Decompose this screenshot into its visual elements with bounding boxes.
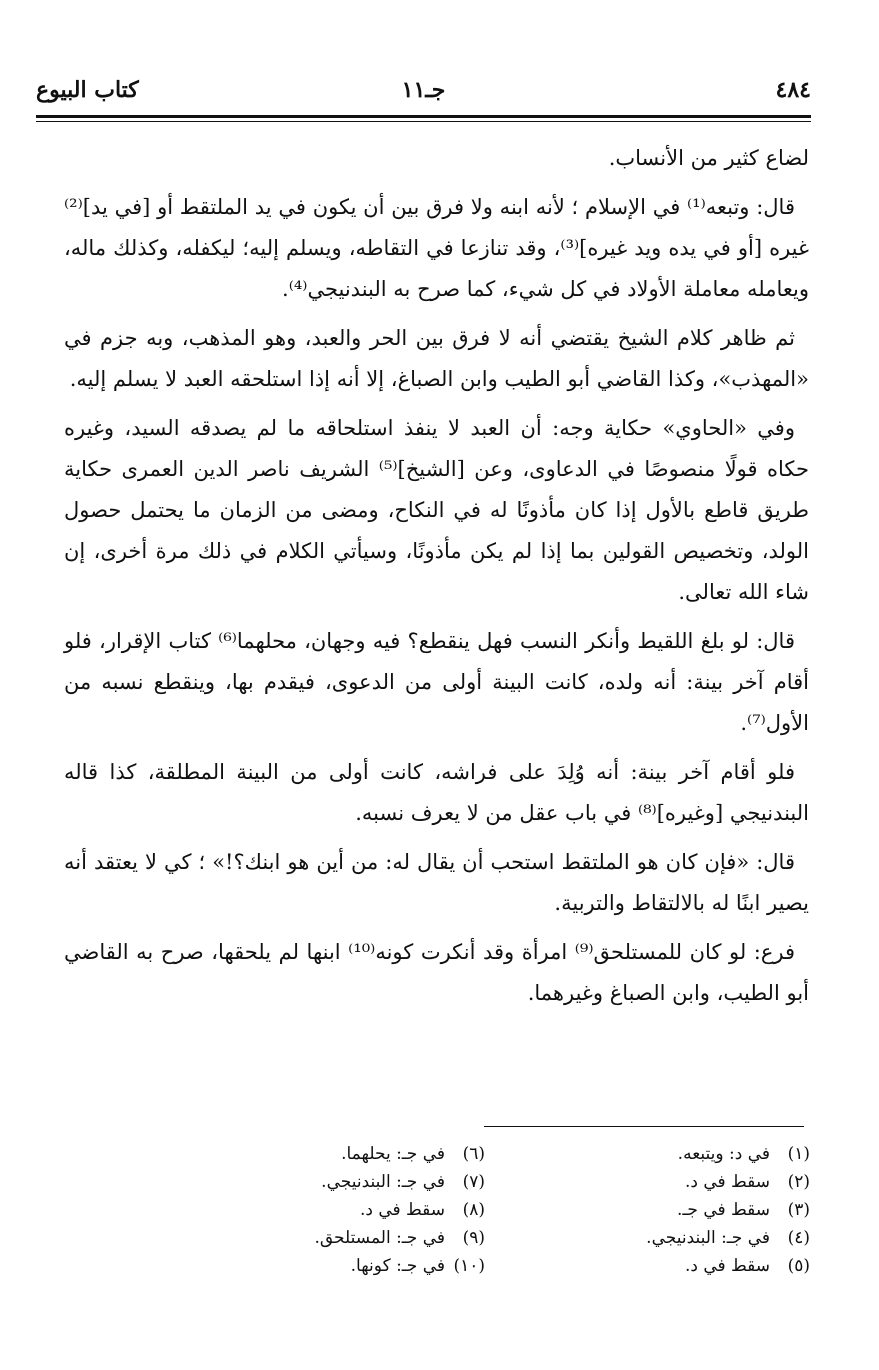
running-header	[36, 68, 811, 112]
paragraph: ثم ظاهر كلام الشيخ يقتضي أنه لا فرق بين الحر والعبد، وهو المذهب، وبه جزم في «المهذب»، وكذا القاضي أبو الطيب وابن الصباغ، إلا أنه إذا استلحقه العبد لا يسلم إليه.	[64, 326, 809, 391]
paragraph: قال: وتبعه⁽¹⁾ في الإسلام ؛ لأنه ابنه ولا فرق بين أن يكون في يد الملتقط أو [في يد]⁽²⁾ غيره [أو في يده ويد غيره]⁽³⁾، وقد تنازعا في التقاطه، ويسلم إليه؛ ليكفله، وكذلك ماله، ويعامله معاملة الأولاد في كل شيء، كما صرح به البندنيجي⁽⁴⁾.	[64, 195, 809, 301]
footnote-text: في د: ويتبعه.	[677, 1144, 770, 1164]
footnote-text: سقط في د.	[359, 1200, 445, 1220]
footnote-number: (٦)	[462, 1144, 485, 1164]
footnote-number: (١٠)	[453, 1256, 485, 1276]
page-number: ٤٨٤	[775, 77, 811, 103]
footnote-number: (٢)	[787, 1172, 810, 1192]
footnote-text: في جـ: البندنيجي.	[321, 1172, 445, 1192]
footnote-number: (٩)	[462, 1228, 485, 1248]
footnote-text: سقط في د.	[684, 1172, 770, 1192]
footnote	[485, 1140, 810, 1168]
paragraph: قال: لو بلغ اللقيط وأنكر النسب فهل ينقطع؟ فيه وجهان، محلهما⁽⁶⁾ كتاب الإقرار، فلو أقام آخر بينة: أنه ولده، كانت البينة أولى من الدعوى، فيقدم بها، وينقطع نسبه من الأول⁽⁷⁾.	[64, 629, 809, 735]
footnote	[160, 1196, 485, 1224]
footnote-rule	[484, 1126, 804, 1127]
footnote	[485, 1224, 810, 1252]
footnote-text: سقط في د.	[684, 1256, 770, 1276]
footnote-text: سقط في جـ.	[677, 1200, 770, 1220]
footnote	[485, 1168, 810, 1196]
footnote-text: في جـ: كونها.	[350, 1256, 445, 1276]
footnote-number: (١)	[787, 1144, 810, 1164]
footnote-column-left	[160, 1140, 485, 1280]
footnote-text: في جـ: المستلحق.	[314, 1228, 445, 1248]
footnote	[160, 1168, 485, 1196]
footnotes	[160, 1140, 810, 1280]
header-rule-thick	[36, 115, 811, 118]
footnote-column-right	[485, 1140, 810, 1280]
paragraph: قال: «فإن كان هو الملتقط استحب أن يقال له: من أين هو ابنك؟!» ؛ كي لا يعتقد أنه يصير ابنًا له بالالتقاط والتربية.	[64, 850, 809, 915]
footnote-number: (٨)	[462, 1200, 485, 1220]
footnote	[485, 1252, 810, 1280]
paragraph: فلو أقام آخر بينة: أنه وُلِدَ على فراشه، كانت أولى من البينة المطلقة، كذا قاله البندنيجي [وغيره]⁽⁸⁾ في باب عقل من لا يعرف نسبه.	[64, 760, 809, 825]
volume-label: جـ١١	[401, 77, 446, 103]
footnote	[160, 1252, 485, 1280]
main-text	[64, 138, 809, 1022]
book-title: كتاب البيوع	[36, 77, 139, 103]
footnote-number: (٣)	[787, 1200, 810, 1220]
paragraph: لضاع كثير من الأنساب.	[608, 146, 809, 170]
footnote	[485, 1196, 810, 1224]
footnote	[160, 1224, 485, 1252]
paragraph: فرع: لو كان للمستلحق⁽⁹⁾ امرأة وقد أنكرت كونه⁽¹⁰⁾ ابنها لم يلحقها، صرح به القاضي أبو الطيب، وابن الصباغ وغيرهما.	[64, 940, 809, 1005]
footnote-number: (٤)	[787, 1228, 810, 1248]
header-rule-thin	[36, 121, 811, 122]
footnote	[160, 1140, 485, 1168]
footnote-text: في جـ: يحلهما.	[341, 1144, 445, 1164]
footnote-number: (٧)	[462, 1172, 485, 1192]
footnote-text: في جـ: البندنيجي.	[646, 1228, 770, 1248]
paragraph: وفي «الحاوي» حكاية وجه: أن العبد لا ينفذ استلحاقه ما لم يصدقه السيد، وغيره حكاه قولًا منصوصًا في الدعاوى، وعن [الشيخ]⁽⁵⁾ الشريف ناصر الدين العمرى حكاية طريق قاطع بالأول إذا كان مأذونًا له في النكاح، ومضى من الزمان ما يحتمل حصول الولد، وتخصيص القولين بما إذا لم يكن مأذونًا، وسيأتي الكلام في ذلك مرة أخرى، إن شاء الله تعالى.	[64, 416, 809, 604]
footnote-number: (٥)	[787, 1256, 810, 1276]
